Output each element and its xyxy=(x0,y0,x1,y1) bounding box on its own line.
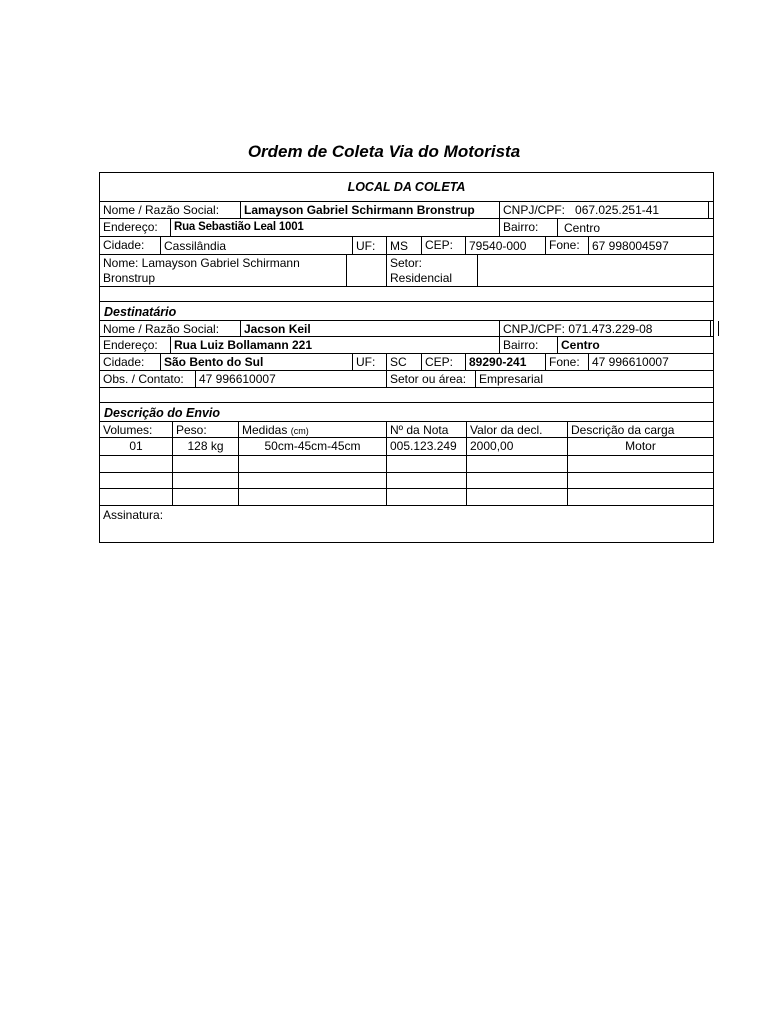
dest-cnpj-cell: CNPJ/CPF: 071.473.229-08 xyxy=(499,321,710,336)
col-nota: Nº da Nota xyxy=(386,422,466,437)
local-contato-empty-cell xyxy=(346,255,386,286)
local-nome-value: Lamayson Gabriel Schirmann Bronstrup xyxy=(240,202,499,218)
local-cidade-label: Cidade: xyxy=(103,238,145,252)
dest-uf-label: UF: xyxy=(352,354,386,370)
cell-volumes: 01 xyxy=(129,439,143,453)
dest-obs-value: 47 996610007 xyxy=(195,371,386,387)
assinatura-label: Assinatura: xyxy=(103,508,164,522)
envio-columns-row xyxy=(100,421,713,438)
dest-uf-value: SC xyxy=(386,354,421,370)
empty-cell xyxy=(567,456,713,472)
local-bairro-label: Bairro: xyxy=(499,219,557,236)
local-fone-value: 67 998004597 xyxy=(588,237,713,254)
envio-empty-row xyxy=(100,473,713,489)
empty-cell xyxy=(466,489,567,505)
dest-nome-value: Jacson Keil xyxy=(240,321,499,336)
local-cnpj-cell xyxy=(499,202,708,218)
local-contato-line1: Nome: Lamayson Gabriel Schirmann xyxy=(103,256,300,270)
empty-cell xyxy=(172,473,238,488)
cell-nota: 005.123.249 xyxy=(386,438,466,455)
assinatura-row xyxy=(100,506,713,542)
dest-endereco-row xyxy=(100,337,713,354)
local-nome-label: Nome / Razão Social: xyxy=(103,203,220,217)
collection-order-form xyxy=(99,172,714,543)
dest-cnpj-extra-cell xyxy=(710,321,719,336)
col-medidas-unit: (cm) xyxy=(290,426,309,436)
local-endereco-row xyxy=(100,219,713,237)
envio-header: Descrição do Envio xyxy=(104,406,221,420)
empty-cell xyxy=(567,473,713,488)
empty-cell xyxy=(238,456,386,472)
local-fone-label: Fone: xyxy=(545,237,588,254)
dest-endereco-label: Endereço: xyxy=(103,338,158,352)
empty-cell xyxy=(100,489,172,505)
local-cep-label: CEP: xyxy=(421,237,465,254)
page-title: Ordem de Coleta Via do Motorista xyxy=(247,142,521,161)
col-peso: Peso: xyxy=(172,422,238,437)
envio-header-row xyxy=(100,403,713,421)
dest-bairro-value: Centro xyxy=(557,337,713,353)
local-bairro-value: Centro xyxy=(557,219,713,236)
local-endereco-label: Endereço: xyxy=(103,220,158,234)
local-endereco-value: Rua Sebastião Leal 1001 xyxy=(170,219,499,236)
dest-cidade-value: São Bento do Sul xyxy=(160,354,352,370)
local-setor-cell xyxy=(386,255,477,286)
empty-cell xyxy=(100,456,172,472)
destinatario-header-row xyxy=(100,302,713,320)
empty-cell xyxy=(172,456,238,472)
local-cep-value: 79540-000 xyxy=(465,237,545,254)
col-volumes: Volumes: xyxy=(103,423,153,437)
dest-setor-label: Setor ou área: xyxy=(386,371,475,387)
cell-descricao: Motor xyxy=(567,438,713,455)
col-valor: Valor da decl. xyxy=(466,422,567,437)
envio-data-row xyxy=(100,438,713,456)
local-cidade-row xyxy=(100,237,713,255)
empty-cell xyxy=(172,489,238,505)
col-descricao: Descrição da carga xyxy=(567,422,713,437)
dest-obs-label: Obs. / Contato: xyxy=(103,372,184,386)
dest-nome-label: Nome / Razão Social: xyxy=(103,322,220,336)
local-uf-value: MS xyxy=(386,237,421,254)
empty-cell xyxy=(466,456,567,472)
cell-peso: 128 kg xyxy=(172,438,238,455)
dest-cep-label: CEP: xyxy=(421,354,465,370)
dest-cep-value: 89290-241 xyxy=(465,354,545,370)
spacer-row-2 xyxy=(100,388,713,403)
cell-medidas: 50cm-45cm-45cm xyxy=(238,438,386,455)
empty-cell xyxy=(567,489,713,505)
envio-empty-row xyxy=(100,456,713,473)
local-uf-label: UF: xyxy=(352,237,386,254)
local-coleta-header: LOCAL DA COLETA xyxy=(347,180,466,194)
local-setor-label: Setor: xyxy=(390,256,423,270)
local-cnpj-label: CNPJ/CPF: xyxy=(503,203,566,217)
local-setor-value: Residencial xyxy=(390,271,453,285)
local-cnpj-extra-cell xyxy=(708,202,715,218)
spacer-row xyxy=(100,287,713,302)
local-contato-row xyxy=(100,255,713,287)
dest-endereco-value: Rua Luiz Bollamann 221 xyxy=(170,337,499,353)
dest-obs-row xyxy=(100,371,713,388)
empty-cell xyxy=(386,489,466,505)
col-medidas: Medidas xyxy=(242,423,288,437)
dest-fone-label: Fone: xyxy=(545,354,588,370)
local-cnpj-value: 067.025.251-41 xyxy=(575,203,660,217)
empty-cell xyxy=(466,473,567,488)
local-contato-name-cell xyxy=(100,255,346,286)
col-medidas-cell xyxy=(238,422,386,437)
envio-empty-row xyxy=(100,489,713,506)
dest-cidade-label: Cidade: xyxy=(103,355,145,369)
empty-cell xyxy=(238,473,386,488)
empty-cell xyxy=(100,473,172,488)
local-nome-row xyxy=(100,202,713,219)
empty-cell xyxy=(386,456,466,472)
cell-valor: 2000,00 xyxy=(466,438,567,455)
local-contato-line2: Bronstrup xyxy=(103,271,156,285)
dest-nome-row xyxy=(100,320,713,337)
local-cidade-value: Cassilândia xyxy=(160,237,352,254)
empty-cell xyxy=(386,473,466,488)
dest-fone-value: 47 996610007 xyxy=(588,354,713,370)
local-coleta-header-row xyxy=(100,173,713,202)
empty-cell xyxy=(238,489,386,505)
local-setor-extra-cell xyxy=(477,255,713,286)
dest-cidade-row xyxy=(100,354,713,371)
dest-bairro-label: Bairro: xyxy=(499,337,557,353)
destinatario-header: Destinatário xyxy=(104,305,177,319)
dest-setor-value: Empresarial xyxy=(475,371,713,387)
